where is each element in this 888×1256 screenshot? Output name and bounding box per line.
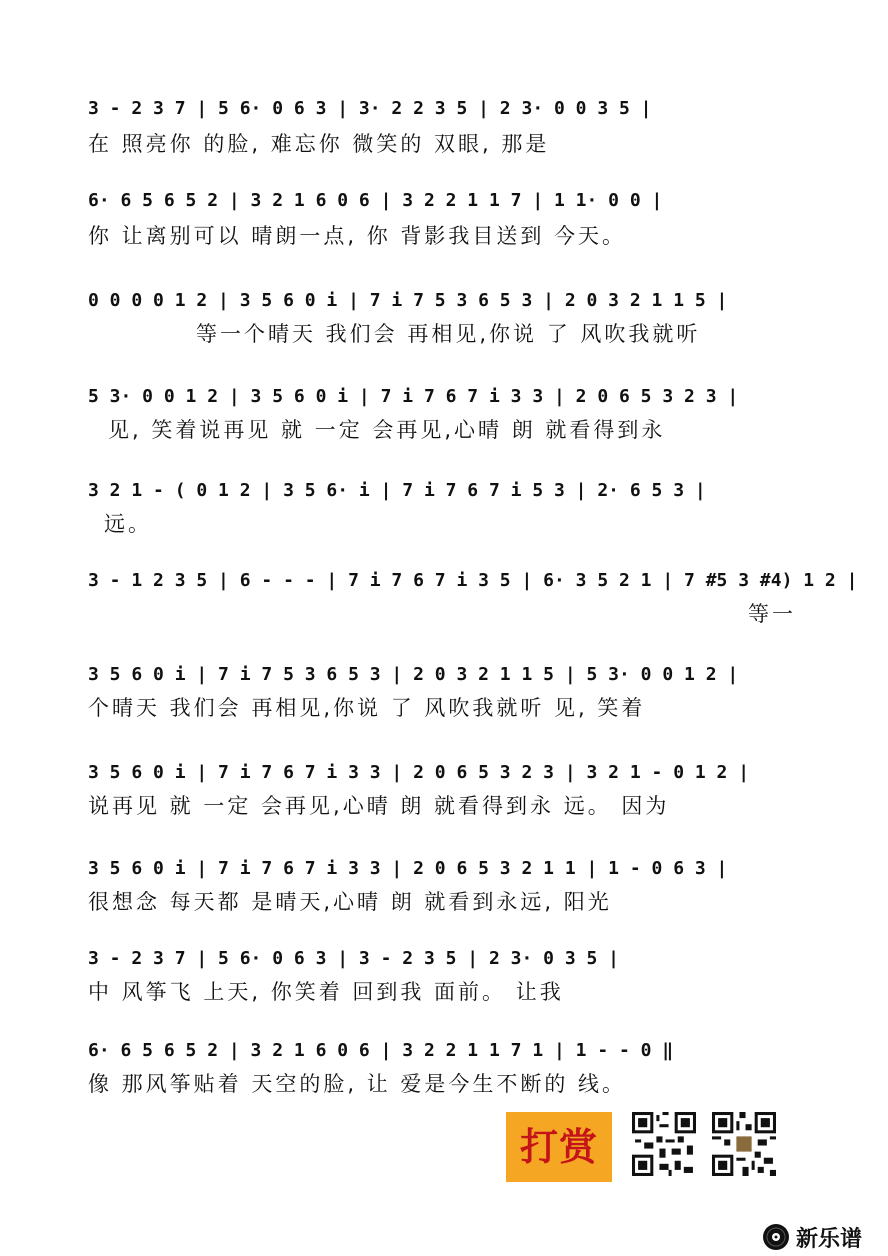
- lyric-row-1: 在 照亮你 的脸, 难忘你 微笑的 双眼, 那是: [88, 132, 550, 156]
- lyric-row-4: 见, 笑着说再见 就 一定 会再见,心晴 朗 就看得到永: [108, 418, 666, 442]
- lyric-row-8: 说再见 就 一定 会再见,心晴 朗 就看得到永 远。 因为: [88, 794, 670, 818]
- notation-row-8: [86, 756, 806, 790]
- notation-row-2: [86, 184, 806, 218]
- qr-code-icon: [632, 1112, 696, 1176]
- notes-text: 3 - 2 3 7 | 5 6· 0 6 3 | 3 - 2 3 5 | 2 3· 0 3 5 |: [88, 948, 620, 969]
- lyric-row-2: 你 让离别可以 晴朗一点, 你 背影我目送到 今天。: [88, 224, 627, 248]
- notation-row-4: [86, 380, 806, 414]
- lyric-row-5: 远。: [104, 512, 152, 536]
- notes-text: 3 2 1 - ( 0 1 2 | 3 5 6· i | 7 i 7 6 7 i 5 3 | 2· 6 5 3 |: [88, 480, 706, 501]
- notation-row-9: [86, 852, 806, 886]
- notation-row-5: [86, 474, 806, 508]
- lyric-row-7: 个晴天 我们会 再相见,你说 了 风吹我就听 见, 笑着: [88, 696, 646, 720]
- notes-text: 6· 6 5 6 5 2 | 3 2 1 6 0 6 | 3 2 2 1 1 7 | 1 1· 0 0 |: [88, 190, 663, 211]
- brand-logo: [762, 1222, 862, 1252]
- notes-text: 0 0 0 0 1 2 | 3 5 6 0 i | 7 i 7 5 3 6 5 3 | 2 0 3 2 1 1 5 |: [88, 290, 728, 311]
- notation-row-6: [86, 564, 858, 598]
- notes-text: 5 3· 0 0 1 2 | 3 5 6 0 i | 7 i 7 6 7 i 3 3 | 2 0 6 5 3 2 3 |: [88, 386, 739, 407]
- notes-text: 3 - 2 3 7 | 5 6· 0 6 3 | 3· 2 2 3 5 | 2 3· 0 0 3 5 |: [88, 98, 652, 119]
- reward-button[interactable]: 打赏: [506, 1112, 612, 1182]
- notes-text: 3 - 1 2 3 5 | 6 - - - | 7 i 7 6 7 i 3 5 | 6· 3 5 2 1 | 7 #5 3 #4) 1 2 |: [88, 570, 858, 591]
- lyric-row-9: 很想念 每天都 是晴天,心晴 朗 就看到永远, 阳光: [88, 890, 612, 914]
- notes-text: 6· 6 5 6 5 2 | 3 2 1 6 0 6 | 3 2 2 1 1 7 1 | 1 - - 0 ‖: [88, 1040, 674, 1061]
- notation-svg-1: [86, 92, 806, 126]
- notation-row-11: [86, 1034, 806, 1068]
- lyric-row-3: 等一个晴天 我们会 再相见,你说 了 风吹我就听: [196, 322, 701, 346]
- vinyl-record-icon: [762, 1223, 790, 1251]
- notes-text: 3 5 6 0 i | 7 i 7 5 3 6 5 3 | 2 0 3 2 1 1 5 | 5 3· 0 0 1 2 |: [88, 664, 739, 685]
- qr-code-icon: [712, 1112, 776, 1176]
- notes-text: 3 5 6 0 i | 7 i 7 6 7 i 3 3 | 2 0 6 5 3 2 1 1 | 1 - 0 6 3 |: [88, 858, 728, 879]
- notation-row-7: [86, 658, 806, 692]
- notation-row-1: [86, 92, 806, 126]
- lyric-row-11: 像 那风筝贴着 天空的脸, 让 爱是今生不断的 线。: [88, 1072, 627, 1096]
- notation-row-10: [86, 942, 806, 976]
- brand-name: 新乐谱: [796, 1226, 863, 1252]
- notes-text: 3 5 6 0 i | 7 i 7 6 7 i 3 3 | 2 0 6 5 3 2 3 | 3 2 1 - 0 1 2 |: [88, 762, 750, 783]
- lyric-row-10: 中 风筝飞 上天, 你笑着 回到我 面前。 让我: [88, 980, 564, 1004]
- lyric-row-6: 等一: [748, 602, 796, 626]
- notation-row-3: [86, 284, 806, 318]
